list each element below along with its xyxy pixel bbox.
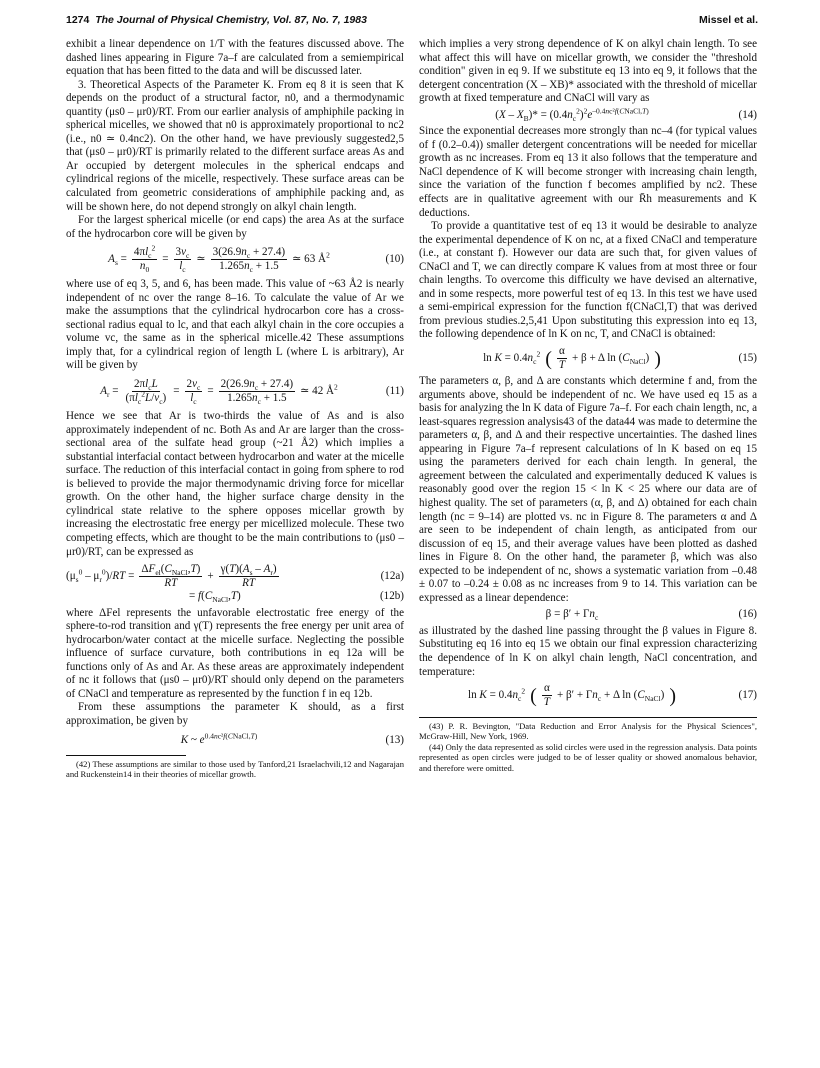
footnote-rule (66, 755, 186, 756)
equation-number: (14) (738, 108, 757, 121)
equation-number: (12a) (380, 569, 404, 582)
footnote-42: (42) These assumptions are similar to those used by Tanford,21 Israelachvili,12 and Nagarajan and Ruckenstein14 in their theories of micellar growth. (66, 759, 404, 780)
equation-number: (11) (385, 384, 404, 397)
equation-15: $\ln K = 0.4n_c^2$ ( $\frac{\alpha}{T}$ + β + Δ $\ln (C_{NaCl})$ ) (15) (483, 345, 757, 372)
paragraph: as illustrated by the dashed line passing throught the β values in Figure 8. Substituting eq 16 into eq 15 we obtain our final expression characterizing the dependence of ln K on alkyl chain length, NaCl concentration, and temperature: (419, 624, 757, 678)
journal-citation: The Journal of Physical Chemistry, Vol. 87, No. 7, 1983 (95, 14, 367, 26)
equation-number: (16) (738, 608, 757, 621)
equation-17: $\ln K = 0.4n_c^2$ ( $\frac{\alpha}{T}$ + $\beta' + \Gamma n_c + \Delta$ $\ln (C_{NaCl})$ ) (17) (467, 682, 757, 709)
equation-14: $(X - X_B)* = (0.4n_c^2)^2e^{-0.4nc^2f(CNaCl,T)}$ (14) (495, 106, 757, 123)
footnote-43: (43) P. R. Bevington, "Data Reduction and Error Analysis for the Physical Sciences", McGraw-Hill, New York, 1969. (419, 721, 757, 742)
equation-12a: $(\mu_s^0 - \mu_r^0)/RT$ = $\frac{\Delta F_{el}(C_{NaCl},T)}{RT}$ + $\frac{\gamma(T)(A_s - A_r)}{RT}$ (12a) (66, 563, 404, 590)
paragraph: For the largest spherical micelle (or end caps) the area As at the surface of the hydrocarbon core will be given by (66, 214, 404, 240)
equation-number: (15) (738, 351, 757, 364)
equation-10: $A_s$ = $\frac{4\pi l_c^2}{n_0}$ = $\frac{3v_c}{l_c}$ ≃ $\frac{3(26.9n_c + 27.4)}{1.265n_c + 1.5}$ ≃ 63 $Å^2$ (10) (108, 243, 404, 275)
footnote-rule (419, 717, 757, 718)
paragraph: To provide a quantitative test of eq 13 it would be desirable to analyze the experimental dependence of K on nc, at a fixed CNaCl and temperature (i.e., at constant f). However our data are such that, for given values of CNaCl and T, we can directly compare K values from at most three or four chain lengths. To overcome this difficulty we have devised an alternative, and in some respects, more powerful test of eq 13. In this test we have used a semi-empirical expression for the function f(CNaCl,T) that was derived from previous studies.2,5,41 Upon substituting this expression into eq 13, the following dependence of ln K on nc, T, and CNaCl is obtained: (419, 220, 757, 341)
paragraph: From these assumptions the parameter K should, as a first approximation, be given by (66, 701, 404, 727)
left-column (66, 38, 404, 780)
footnotes (419, 721, 757, 773)
paragraph: Since the exponential decreases more strongly than nc–4 (for typical values of f (0.2–0.4)) smaller detergent concentrations will be needed for micellar growth as nc increases. From eq 13 it also follows that the temperature and NaCl dependence of K will become stronger with increasing chain length, since the variation of the function f becomes amplified by nc2. These effects are in qualitative agreement with our R̄h measurements and K deductions. (419, 125, 757, 219)
page-number: 1274 (66, 14, 90, 26)
equation-11: $A_r$ = $\frac{2\pi l_cL}{(\pi l_c^2L/v_c)}$ = $\frac{2v_c}{l_c}$ = $\frac{2(26.9n_c + 27.4)}{1.265n_c + 1.5}$ ≃ 42 $Å^2$ (11) (100, 378, 404, 407)
equation-number: (13) (385, 733, 404, 746)
paragraph: which implies a very strong dependence of K on alkyl chain length. To see what affect this will have on micellar growth, we consider the "threshold condition" given in eq 9. If we substitute eq 13 into eq 9, it follows that the detergent concentration (X – XB)* associated with the threshold of micellar growth at fixed temperature and CNaCl will vary as (419, 38, 757, 105)
footnotes (66, 759, 404, 780)
paragraph: where ΔFel represents the unfavorable electrostatic free energy of the sphere-to-rod transition and γ(T) represents the free energy per unit area of hydrocarbon/water contact at the micelle surface. Neglecting the possible influence of surface curvature, both contributions in eq 12a will be functions only of As and Ar. As these areas are approximately independent of nc it follows that (μs0 – μr0)/RT should only depend on the parameters of CNaCl and temperature as represented by the function f in eq 12b. (66, 606, 404, 700)
paragraph: 3. Theoretical Aspects of the Parameter K. From eq 8 it is seen that K depends on the product of a structural factor, n0, and a thermodynamic quantity (μs0 – μr0)/RT. From our earlier analysis of amphiphile packing in spherical micelles, we showed that n0 is approximately proportional to nc2 (i.e., n0 ≃ 0.4nc2). On the other hand, we have previously suggested2,5 that (μs0 – μr0)/RT is primarily related to the different surface areas As and Ar occupied by detergent molecules in the spherical endcaps and cylindrical regions of the micelle, respectively. These surface areas can be calculated from geometric considerations of amphiphile packing and, as will be shown here, do not depend strongly on alkyl chain length. (66, 78, 404, 213)
equation-number: (17) (738, 688, 757, 701)
paragraph: The parameters α, β, and Δ are constants which determine f and, from the arguments above, should be independent of nc. We have used eq 15 as a basis for analyzing the ln K data of Figure 7a–f. For each chain length, nc, a least-squares regression analysis43 of the data44 was made to determine the parameters α, β, and Δ and their respective uncertainties. The dashed lines appearing in Figure 7a–f represent calculations of ln K based on eq 15 using the parameters derived for each chain length. In general, the agreement between the calculated and experimentally deduced K values is reasonably good over the region 15 < ln K < 25 where our data are of highest quality. The set of parameters (α, β, and Δ) obtained for each chain length (nc = 9–14) are plotted vs. nc in Figure 8. The parameters α and Δ are seen to be independent of chain length, as anticipated from our discussion of eq 15, and their average values have been plotted as dashed lines in Figure 8. On the other hand, the parameter β, which was also expected to be independent of nc, shows a systematic variation from –0.48 ± 0.07 to –0.24 ± 0.08 as nc increases from 9 to 14. This variation can be expressed as a linear dependence: (419, 375, 757, 604)
equation-16: $\beta = \beta' + \Gamma n_c$ (16) (545, 608, 757, 623)
paragraph: Hence we see that Ar is two-thirds the value of As and is also approximately independent of nc. Both As and Ar are larger than the cross-sectional area of the sulfate head group (~21 Å2) which implies a substantial interfacial contact between hydrocarbon and water at the micelle surface. The reduction of this interfacial contact in going from sphere to rod is believed to provide the major thermodynamic driving force for micellar growth. On the other hand, the higher surface charge density in the cylindrical state relative to the sphere opposes micellar growth by increasing the electrostatic free energy per micellized molecule. These two competing effects, which are thought to be the main contributions to (μs0 – μr0)/RT, can be expressed as (66, 410, 404, 558)
running-header (66, 14, 758, 30)
equation-number: (12b) (379, 590, 404, 603)
right-column (419, 38, 757, 773)
equation-number: (10) (385, 252, 404, 265)
equation-13: K ~ $e^{0.4nc^2f(CNaCl,T)}$ (13) (180, 730, 404, 746)
author-header: Missel et al. (699, 14, 758, 26)
paragraph: where use of eq 3, 5, and 6, has been made. This value of ~63 Å2 is nearly independent of nc over the range 8–16. To calculate the value of Ar we make the assumptions that the cylindrical hydrocarbon core has a cross-sectional radius equal to lc, and that each alkyl chain in the core occupies a volume vc, the same as in the spherical micelle.42 These assumptions imply that, for a cylindrical region of length L (where L is arbitrary), Ar will be given by (66, 278, 404, 372)
paragraph: exhibit a linear dependence on 1/T with the features discussed above. The dashed lines appearing in Figure 7a–f are calculated from a semiempirical equation that has been fitted to the data and will be discussed later. (66, 38, 404, 78)
footnote-44: (44) Only the data represented as solid circles were used in the regression analysis. Data points represented as open circles were judged to be of lesser quality or showed anomalous behavior, and therefore were omitted. (419, 741, 757, 773)
equation-12b: = $f(C_{NaCl},T)$ (12b) (189, 590, 404, 605)
